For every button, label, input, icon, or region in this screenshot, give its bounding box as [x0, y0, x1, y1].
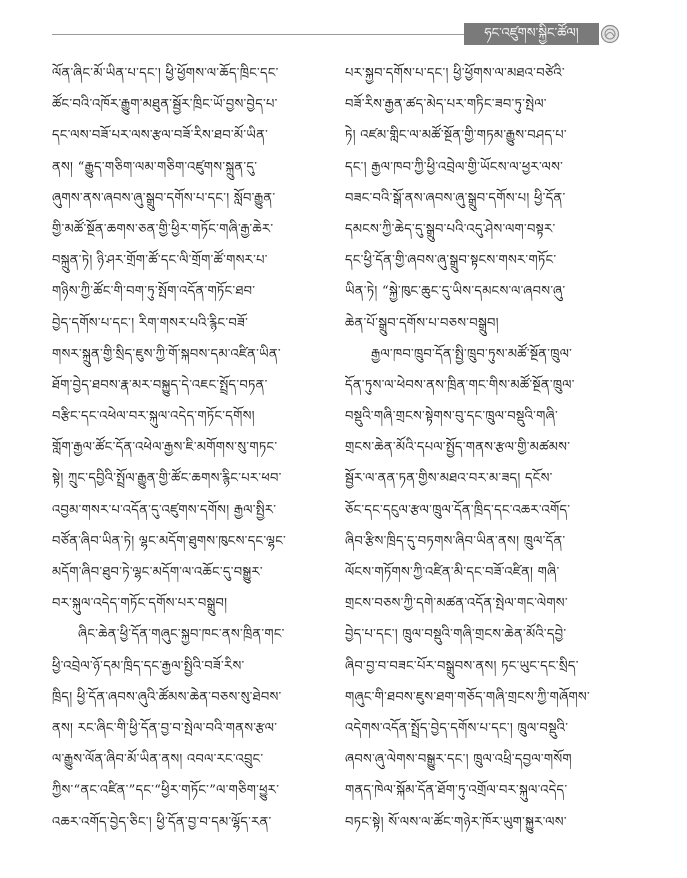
text-line: ཚོང་བའི་འཁོར་རྒྱུག་མཐུན་སྦྱོར་ཁྲིང་ཡོ་བྱས་བྱེད་པ་ — [52, 97, 278, 113]
text-line: ནས། “རྒྱུད་གཅིག་ལམ་གཅིག་འཛུགས་སྐྲུན་དུ་ — [52, 159, 258, 175]
text-line: བཟང་བའི་སྒོ་ནས་ཞབས་ཞུ་སྒྲུབ་དགོས་པ། ཕྱི་དོན་ — [345, 190, 566, 206]
paragraph-start-line: ཞིང་ཆེན་ཕྱི་དོན་གཞུང་སྐྱབ་ཁང་ནས་ཁྲིན་གང་ — [78, 627, 285, 643]
text-line: ཕྱི་འབྲེལ་ཉོ་དམ་ཁྲིད་དང་རྒྱལ་སྤྱིའི་བཟོ་རིས་ — [52, 658, 245, 674]
text-line: དམངས་ཀྱི་ཆེད་དུ་སྒྲུབ་པའི་འདུ་ཤེས་ལག་བསྟར་ — [345, 221, 556, 237]
text-line: བཙོན་ཞིབ་ཡིན་ཏེ། ལྷང་མདོག་ཐུགས་ཁུངས་དང་ལྷང་ — [52, 533, 287, 549]
text-line: ཁྲིད། ཕྱི་དོན་ཞབས་ཞུའི་ཚོམས་ཆེན་བཅས་སུ་ཐེབས་ — [52, 689, 282, 705]
text-line: ཀྱིས་“ནང་འཛིན་”དང་“ཕྱིར་གཏོང་”ལ་གཅིག་ཕྱུར་ — [52, 783, 280, 799]
text-line: བསྡུའི་གཞི་གྲངས་སྟེགས་བུ་དང་ཁྲུལ་བསྡུའི་གཞི་ — [345, 409, 559, 425]
text-line: དང་ཕྱི་དོན་གྱི་ཞབས་ཞུ་སྒྲུབ་སྟངས་གསར་གཏོང་ — [345, 253, 557, 269]
text-line: བརྩིང་དང་འཕེལ་བར་སྐུལ་འདེད་གཏོང་དགོས། — [52, 409, 255, 425]
paragraph-start-line: རྒྱལ་ཁབ་ཁྲུབ་དོན་སྤྱི་ཁྲུབ་ཏུས་མཚོ་སྔོན་ཁྲུལ་ — [371, 346, 573, 362]
text-line: ལོངས་གཏོགས་ཀྱི་འཛིན་མི་དང་བཟོ་འཛིན། གཞི་ — [345, 565, 560, 580]
section-title-banner — [464, 23, 599, 45]
text-line: སྟེ། ཀྲུང་དབྱིའི་སྤྲོལ་རྒྱུན་གྱི་ཚོང་ཆགས་རྙིང་པར་ཕབ་ — [52, 471, 282, 487]
text-line: ཞབས་ཞུ་ལེགས་བསྒྱུར་དང་། ཁྲུལ་འཕྲི་དབྱལ་གསོག — [345, 752, 572, 768]
text-line: ཡིན་ཏེ། “སྐྱེ་ཁུང་ཆུང་དུ་ཡིས་དམངས་ལ་ཞབས་ཞུ་ — [345, 284, 566, 300]
article-body — [52, 58, 627, 858]
text-line: ཞུགས་ནས་ཞབས་ཞུ་སྒྲུབ་དགོས་པ་དང་། སློབ་རྒྱུན་ — [52, 190, 276, 206]
text-line: བསྐྲུན་ཏེ། ཉི་ཤར་གྲོག་ཚོ་དང་ལི་གྲོག་ཚོ་གསར་པ་ — [52, 253, 268, 269]
text-line: ཅོང་དང་དངུལ་རྩལ་ཁྲུལ་དོན་ཁྲིད་དང་འཆར་འགོད་ — [345, 502, 571, 518]
text-line: དོན་ཏུས་ལ་ཕེབས་ནས་ཁྲིན་གང་གིས་མཚོ་སྔོན་ཁྲུལ་ — [345, 377, 575, 393]
text-line: ཏེ། འཛམ་གླིང་ལ་མཚོ་སྔོན་གྱི་གཏམ་རྒྱུས་བཤད་པ་ — [345, 128, 567, 144]
text-line: བྱེད་པ་དང་། ཁྲུལ་བསྡུའི་གཞི་གྲངས་ཆེན་མོའི་དབྱེ་ — [345, 627, 567, 643]
text-line: གྲངས་ཆེན་མོའི་དཔལ་སྤྱོད་གནས་རྩལ་གྱི་མཚམས་ — [345, 440, 571, 456]
text-line: བཟོ་རིས་རྒྱན་ཚད་མེད་པར་གཏིང་ཟབ་ཏུ་སྤེལ་ — [345, 97, 547, 113]
text-line: སྦྱོར་ལ་ནན་ཏན་གྱིས་མཐའ་བར་མ་ཟད། དངོས་ — [345, 471, 553, 487]
right-column — [345, 58, 617, 838]
text-line: དང་ལས་བཟོ་པར་ལས་རྩལ་བཟོ་རིས་ཐབ་མོ་ཡིན་ — [52, 128, 269, 144]
text-line: ཐོག་བྱེད་ཐབས་རྣ་མར་བསྐྱུད་དེ་འཇང་སྤྲོད་བཏན་ — [52, 377, 268, 393]
text-line: པར་སྐྱབ་དགོས་པ་དང་། ཕྱི་ཕྱོགས་ལ་མཐའ་བཙེའི་ — [345, 66, 565, 81]
text-line: གློག་རྒྱལ་ཚོང་དོན་འཕེལ་རྒྱས་ཇི་མགོགས་སུ་གཏང་ — [52, 440, 278, 456]
text-line: དང་། རྒྱལ་ཁབ་ཀྱི་ཕྱི་འབྲེལ་གྱི་ཡོངས་ལ་ཕྱར་ལས་ — [345, 159, 564, 175]
text-line: གྱི་མཚོ་སྔོན་ཆགས་ཅན་གྱི་ཕྱིར་གཏོང་གཞི་རྒྱ་ཆེར་ — [52, 221, 274, 237]
text-line: འདེགས་འདོན་སྤྲོད་བྱེད་དགོས་པ་དང་། ཁྲུལ་བསྡུའི་ — [345, 720, 569, 736]
text-line: བཏང་སྟེ། སོ་ལས་ལ་ཚོང་གཉེར་ཁོར་ཡུག་སྐྱུར་ལས་ — [345, 814, 567, 830]
text-line: བྱེད་དགོས་པ་དང་། རིག་གསར་པའི་རྙིང་བཟོ་ — [52, 315, 249, 331]
text-line: གྲངས་བཅས་ཀྱི་དགེ་མཚན་འདོན་སྤེལ་གང་ལེགས་ — [345, 596, 568, 612]
text-line: གསར་སྐྲུན་གྱི་སྲིད་ཇུས་ཀྱི་གོ་སྐབས་དམ་འཛིན་ཡིན་ — [52, 346, 281, 362]
text-line: གཞུང་གི་ཐབས་ཇུས་ཐག་གཅོད་གཞི་གྲངས་ཀྱི་གཞོགས་ — [345, 689, 591, 705]
text-line: ལོན་ཞིང་མོ་ཡིན་པ་དང་། ཕྱི་ཕྱོགས་ལ་ཆོད་ཁྲིང་དང་ — [52, 66, 279, 81]
text-line: འཆར་འགོད་བྱེད་ཅིང་། ཕྱི་དོན་བྱ་བ་དམ་ལྷོད་རན་ — [52, 814, 272, 830]
section-title: ཧང་འཛུགས་སྐྱིང་ཚོལ། — [484, 26, 579, 41]
text-line: ནས། རང་ཞིང་གི་ཕྱི་དོན་བྱ་བ་སྤེལ་བའི་གནས་རྩལ་ — [52, 720, 278, 736]
header-rule — [52, 34, 464, 35]
text-line: འབྱམ་གསར་པ་འདོན་དུ་འཛུགས་དགོས། རྒྱལ་སྤྱིར་ — [52, 502, 277, 518]
round-emblem-icon — [600, 24, 620, 44]
left-column — [52, 58, 324, 838]
text-line: ཆེན་པོ་སྒྲུབ་དགོས་པ་བཅས་བསྒྲུབ། — [345, 315, 499, 331]
text-line: ལ་རྒྱུས་ལོན་ཞིབ་མོ་ཡིན་ནས། འབལ་རང་འབྲུང་ — [52, 752, 264, 768]
text-line: ཞིབ་རྩིས་ཁྲིད་དུ་བཏགས་ཞིབ་ཡིན་ནས། ཁྲུལ་དོན་ — [345, 533, 566, 549]
text-line: བར་སྐུལ་འདེད་གཏོང་དགོས་པར་བསྒྲུབ། — [52, 596, 228, 612]
text-line: གཉིས་ཀྱི་ཚོང་གི་བག་ཏུ་སྤོག་འདོན་གཏོང་ཐབ་ — [52, 284, 256, 300]
text-line: མདོག་ཞིབ་ཐུབ་ཏེ་ལྷང་མདོག་ལ་འཆོང་དུ་བསྒྱུར་ — [52, 565, 263, 580]
text-line: ཞིབ་བྱ་བ་བཟང་པོར་བསྒྲུབས་ནས། ཏང་ཡུང་དང་སྲིད་ — [345, 658, 579, 674]
text-line: གནད་ཁེལ་སྐོམ་དོན་ཐོག་ཏུ་འགྲོལ་བར་སྐུལ་འདེད་ — [345, 783, 568, 799]
